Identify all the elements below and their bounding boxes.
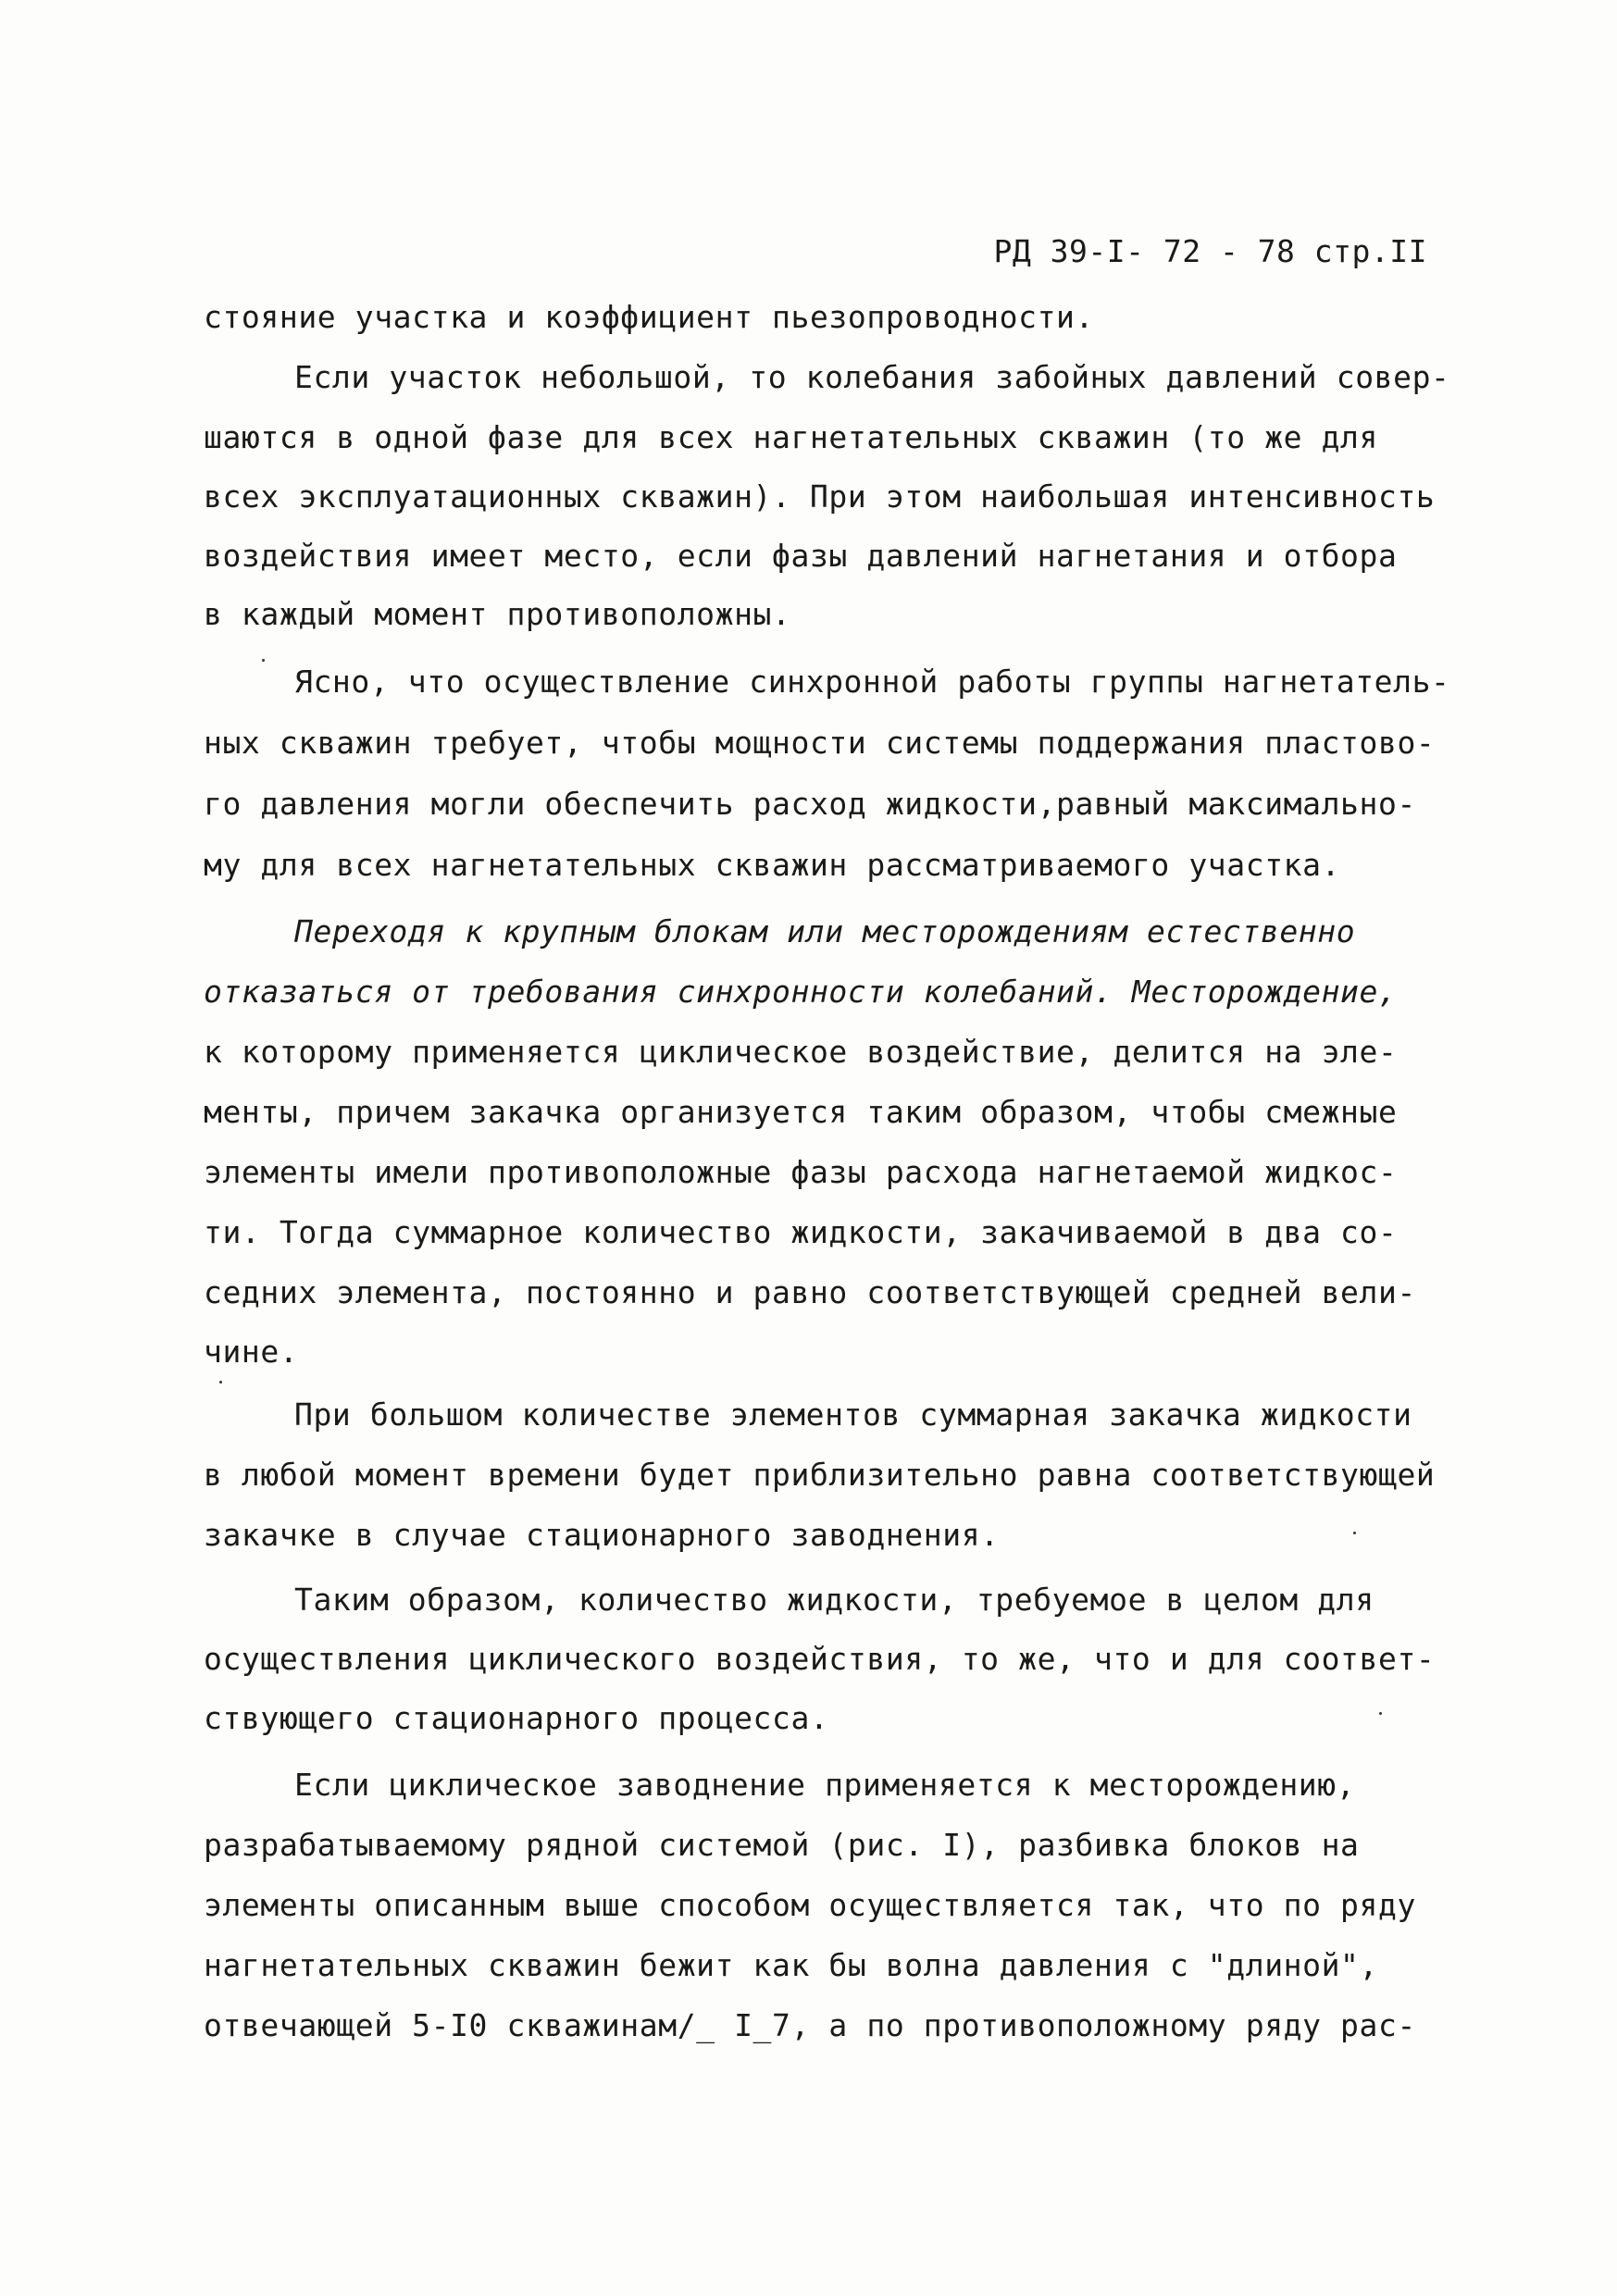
text-line: нагнетательных скважин бежит как бы волна давления с "длиной", [204,1947,1378,1983]
text-line: При большом количестве элементов суммарная закачка жидкости [294,1396,1412,1433]
text-line: в каждый момент противоположны. [204,596,791,632]
text-line: воздействия имеет место, если фазы давлений нагнетания и отбора [204,538,1398,574]
text-line: в любой момент времени будет приблизительно равна соответствующей [204,1457,1436,1493]
text-line: всех эксплуатационных скважин). При этом наибольшая интенсивность [204,478,1436,515]
text-line: му для всех нагнетательных скважин рассматриваемого участка. [204,847,1341,883]
text-line: отказаться от требования синхронности колебаний. Месторождение, [204,974,1398,1010]
text-line: стояние участка и коэффициент пьезопроводности. [204,299,1094,335]
text-line: менты, причем закачка организуется таким образом, чтобы смежные [204,1094,1398,1130]
text-line: элементы описанным выше способом осуществляется так, что по ряду [204,1887,1416,1923]
text-line: элементы имели противоположные фазы расхода нагнетаемой жидкос- [204,1154,1398,1190]
scan-speck [1379,1712,1382,1715]
scan-speck [219,1381,222,1384]
text-line: ных скважин требует, чтобы мощности системы поддержания пластово- [204,725,1436,761]
text-line: разрабатываемому рядной системой (рис. I), разбивка блоков на [204,1827,1360,1863]
page-header: РД 39-I- 72 - 78 стр.II [993,233,1427,269]
text-line: к которому применяется циклическое воздействие, делится на эле- [204,1034,1398,1070]
text-line: ствующего стационарного процесса. [204,1700,829,1736]
text-line: шаются в одной фазе для всех нагнетательных скважин (то же для [204,419,1378,455]
text-line: Если циклическое заводнение применяется к месторождению, [294,1767,1356,1803]
text-line: отвечающей 5-I0 скважинам/_ I_7, а по противоположному ряду рас- [204,2007,1416,2043]
text-line: Таким образом, количество жидкости, требуемое в целом для [294,1582,1374,1618]
text-line: ти. Тогда суммарное количество жидкости, закачиваемой в два со- [204,1214,1398,1250]
text-line: закачке в случае стационарного заводнения. [204,1517,1000,1553]
text-line: Переходя к крупным блокам или месторождениям естественно [294,913,1356,949]
scan-speck [1353,1532,1356,1534]
text-line: го давления могли обеспечить расход жидкости,равный максимально- [204,786,1416,822]
text-line: Если участок небольшой, то колебания забойных давлений совер- [294,359,1450,395]
text-line: седних элемента, постоянно и равно соответствующей средней вели- [204,1274,1416,1310]
text-line: Ясно, что осуществление синхронной работы группы нагнетатель- [294,664,1450,700]
scan-speck [262,659,265,662]
text-line: осуществления циклического воздействия, то же, что и для соответ- [204,1641,1436,1677]
text-line: чине. [204,1334,299,1370]
